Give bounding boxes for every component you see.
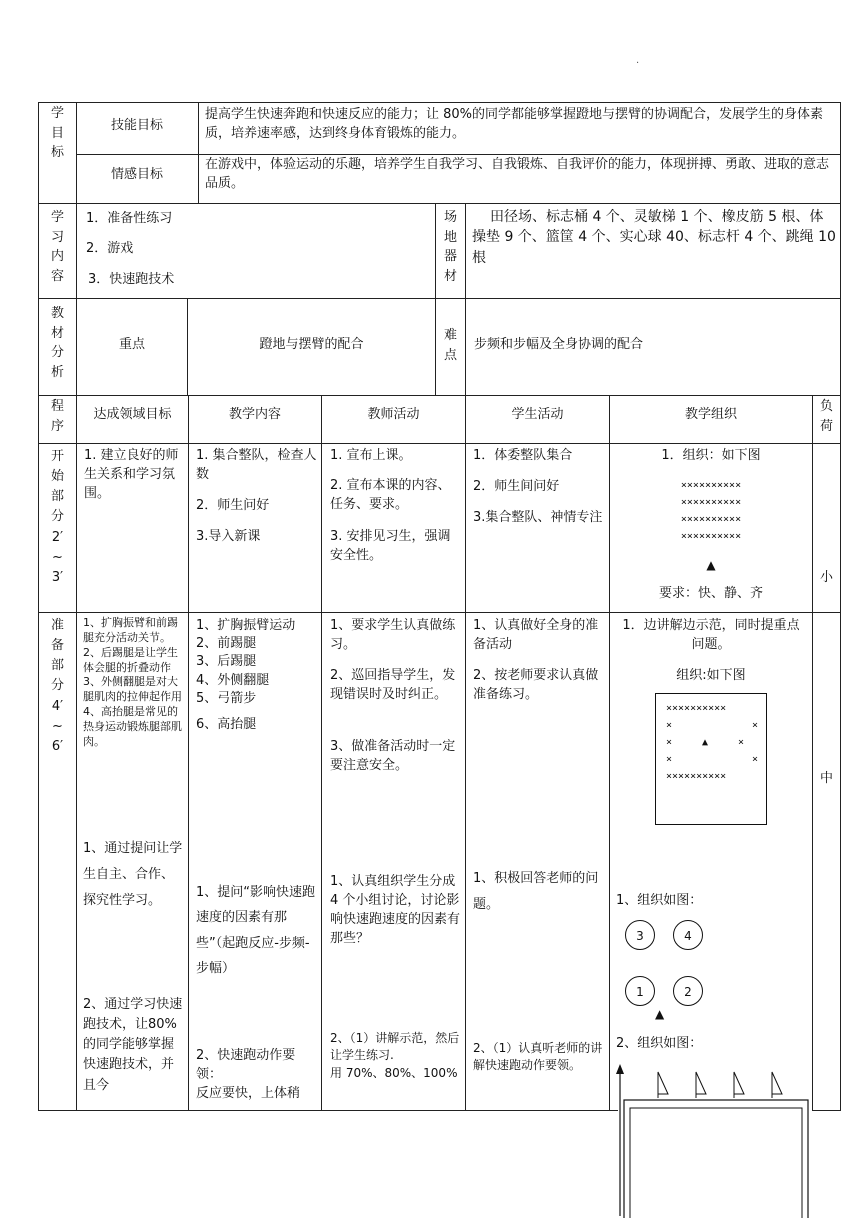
start-teacher-item: 2. 宣布本课的内容、任务、要求。 <box>330 478 451 512</box>
start-org-formation <box>610 477 812 545</box>
rule <box>812 395 813 1111</box>
prep-goal-technique: 2、通过学习快速跑技术，让80%的同学能够掌握快速跑技术，并且今 <box>83 997 183 1093</box>
rule <box>188 395 189 1111</box>
prep-content-item: 1、扩胸振臂运动 <box>196 618 296 633</box>
rule <box>465 203 466 395</box>
prep-org-subtitle: 组织:如下图 <box>676 668 746 683</box>
rule <box>321 395 322 1111</box>
prep-teacher-item: 1、要求学生认真做练习。 <box>330 618 456 652</box>
header-student: 学生活动 <box>511 407 564 422</box>
formation-row: ×××××××××× <box>680 531 742 542</box>
rule <box>38 102 841 103</box>
content-item: 3．快速跑技术 <box>88 272 175 287</box>
difficulty-text: 步频和步幅及全身协调的配合 <box>474 337 644 352</box>
start-student-item: 1．体委整队集合 <box>473 448 573 463</box>
start-content-item: 1. 集合整队，检查人数 <box>196 448 317 482</box>
header-organization: 教学组织 <box>684 407 737 422</box>
prep-content-item: 4、外侧翻腿 <box>196 672 270 688</box>
prep-teacher-item: 3、做准备活动时一定要注意安全。 <box>330 739 456 773</box>
prep-org-run-title: 2、组织如图： <box>616 1036 703 1051</box>
group-circle: 2 <box>673 976 703 1006</box>
rule <box>465 395 466 1111</box>
group-circle: 4 <box>673 920 703 950</box>
header-load: 负 荷 <box>819 399 833 434</box>
formation-row: ×××××××××× <box>680 497 742 508</box>
rule <box>38 1110 618 1111</box>
start-teacher-item: 3. 安排见习生，强调安全性。 <box>330 529 451 563</box>
prep-student-item: 1、认真做好全身的准备活动 <box>473 618 599 652</box>
rule <box>38 443 841 444</box>
rule <box>198 102 199 203</box>
arrow-up-icon <box>616 1064 624 1074</box>
start-student-item: 2．师生间问好 <box>473 479 560 494</box>
content-item: 2．游戏 <box>86 241 134 256</box>
prep-org-box <box>655 693 767 825</box>
venue-label: 场 地 器 材 <box>443 210 457 284</box>
rule <box>38 612 841 613</box>
prep-content-question: 1、提问“影响快速跑速度的因素有那些”（起跑反应-步频-步幅） <box>196 885 316 977</box>
formation-row: × ▲ × <box>666 737 745 748</box>
formation-row: ×××××××××× <box>680 514 742 525</box>
prep-student-item: 1、积极回答老师的问题。 <box>473 871 599 912</box>
start-section-label: 开 始 部 分 2′ ~ 3′ <box>50 449 64 585</box>
prep-student-item: 2、（1）认真听老师的讲解快速跑动作要领。 <box>473 1041 603 1073</box>
skill-goal-label: 技能目标 <box>110 118 163 133</box>
group-circle: 1 <box>625 976 655 1006</box>
rule <box>435 203 436 395</box>
flag-icon <box>734 1072 744 1098</box>
prep-content-item: 5、弓箭步 <box>196 690 257 706</box>
rule <box>76 102 77 1111</box>
prep-teacher-item: 2、巡回指导学生，发现错误时及时纠正。 <box>330 668 456 702</box>
rule <box>38 203 841 204</box>
start-content-item: 2．师生问好 <box>196 498 270 513</box>
prep-section-label: 准 备 部 分 4′ ~ 6′ <box>50 618 64 754</box>
rule <box>840 102 841 1111</box>
key-point-label: 重点 <box>118 337 145 352</box>
start-goal: 1. 建立良好的师生关系和学习氛围。 <box>84 448 179 501</box>
goals-row-label: 学 目 标 <box>50 106 64 160</box>
content-row-label: 学 习 内 容 <box>50 210 64 284</box>
prep-student-item: 2、按老师要求认真做准备练习。 <box>473 668 599 702</box>
skill-goal-text: 提高学生快速奔跑和快速反应的能力；让 80%的同学都能够掌握蹬地与摆臂的协调配合，发展学生的身体素质，培养速率感，达到终身体育锻炼的能力。 <box>205 107 824 141</box>
formation-row: × × <box>666 720 759 731</box>
header-procedure: 程 序 <box>50 399 64 434</box>
lane-inner <box>630 1108 802 1218</box>
flag-icon <box>696 1072 706 1098</box>
difficulty-label: 难 点 <box>443 328 457 363</box>
formation-row: × × <box>666 754 759 765</box>
formation-row: ×××××××××× <box>680 480 742 491</box>
teacher-position-marker: ▲ <box>655 1007 665 1021</box>
prep-content-technique: 2、快速跑动作要领： 反应要快，上体稍 <box>196 1048 301 1101</box>
start-student-item: 3.集合整队、神情专注 <box>473 510 603 525</box>
group-circle: 3 <box>625 920 655 950</box>
prep-org-text: 1．边讲解边示范，同时提重点问题。 <box>622 618 800 652</box>
header-teacher: 教师活动 <box>367 407 420 422</box>
start-load: 小 <box>819 570 833 585</box>
rule <box>38 395 841 396</box>
flag-icon <box>772 1072 782 1098</box>
analysis-row-label: 教 材 分 析 <box>50 306 64 380</box>
key-point-text: 蹬地与摆臂的配合 <box>259 337 364 352</box>
prep-teacher-item: 2、（1）讲解示范，然后让学生练习. 用 70%、80%、100% <box>330 1031 460 1080</box>
prep-content-item: 6、高抬腿 <box>196 716 257 732</box>
rule <box>76 154 841 155</box>
start-org-requirement: 要求：快、静、齐 <box>658 586 763 601</box>
header-content: 教学内容 <box>228 407 281 422</box>
prep-content-item: 2、前踢腿 <box>196 636 257 652</box>
prep-content-item: 3、后踢腿 <box>196 654 257 670</box>
prep-teacher-item: 1、认真组织学生分成 4 个小组讨论，讨论影响快速跑速度的因素有那些？ <box>330 874 461 946</box>
start-teacher-item: 1. 宣布上课。 <box>330 448 412 463</box>
emotion-goal-text: 在游戏中，体验运动的乐趣，培养学生自我学习、自我锻炼、自我评价的能力，体现拼搏、勇敢、进取的意志品质。 <box>205 157 830 191</box>
formation-row: ×××××××××× <box>666 771 727 782</box>
prep-content-list <box>196 617 320 734</box>
sprint-lane-diagram <box>600 1058 840 1218</box>
flag-icon <box>658 1072 668 1098</box>
content-item: 1．准备性练习 <box>86 211 173 226</box>
prep-load: 中 <box>819 771 833 786</box>
prep-goal-warmup: 1、扩胸振臂和前踢腿充分活动关节。 2、后踢腿是让学生体会腿的折叠动作 3、外侧翻腿是对大腿肌肉的拉伸起作用 4、高抬腿是常见的热身运动锻炼腿部肌肉。 <box>83 616 182 748</box>
prep-goal-inquiry: 1、通过提问让学生自主、合作、探究性学习。 <box>83 841 183 908</box>
prep-org-group-title: 1、组织如图： <box>616 893 703 908</box>
rule <box>38 102 39 1111</box>
rule <box>38 298 841 299</box>
header-goal: 达成领域目标 <box>93 407 172 422</box>
start-content-item: 3.导入新课 <box>196 529 261 544</box>
page-dot: · <box>636 58 640 69</box>
formation-row: ×××××××××× <box>666 703 727 714</box>
start-org-title: 1．组织：如下图 <box>661 448 761 463</box>
emotion-goal-label: 情感目标 <box>110 167 163 182</box>
lane-outer <box>624 1100 808 1218</box>
teacher-position-marker: ▲ <box>706 558 716 572</box>
venue-text: 田径场、标志桶 4 个、灵敏梯 1 个、橡皮筋 5 根、体操垫 9 个、篮筐 4 个、实心球 40、标志杆 4 个、跳绳 10 根 <box>472 209 836 266</box>
